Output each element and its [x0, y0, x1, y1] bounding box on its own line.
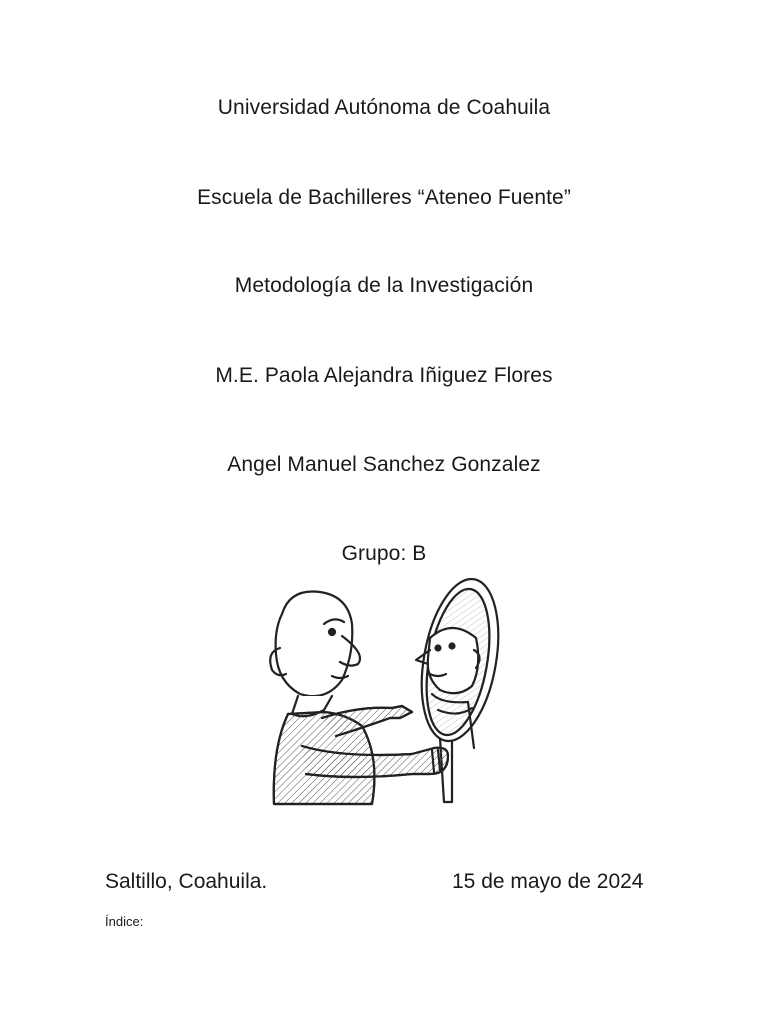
- student-name: Angel Manuel Sanchez Gonzalez: [227, 453, 541, 476]
- university-name: Universidad Autónoma de Coahuila: [217, 96, 551, 119]
- index-heading: Índice:: [105, 914, 144, 929]
- place-label: Saltillo, Coahuila.: [105, 870, 268, 893]
- date-label: 15 de mayo de 2024: [452, 870, 644, 893]
- teacher-name: M.E. Paola Alejandra Iñiguez Flores: [215, 364, 553, 387]
- man-looking-in-mirror-icon: [262, 578, 512, 810]
- subject-name: Metodología de la Investigación: [234, 274, 534, 297]
- school-name: Escuela de Bachilleres “Ateneo Fuente”: [197, 186, 571, 209]
- group-label: Grupo: B: [341, 542, 427, 565]
